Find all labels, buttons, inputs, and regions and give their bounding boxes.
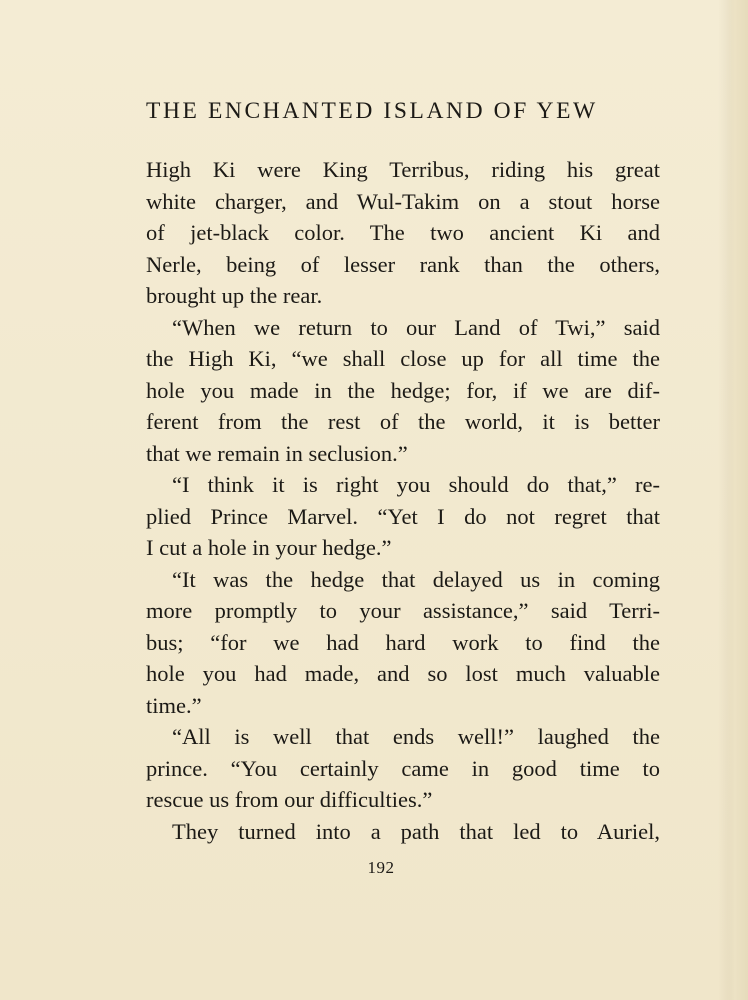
text-line: They turned into a path that led to Auriel,: [172, 818, 660, 844]
text-line: plied Prince Marvel. “Yet I do not regret that: [146, 503, 660, 529]
text-line: that we remain in seclusion.”: [146, 440, 408, 466]
text-line: Nerle, being of lesser rank than the others,: [146, 251, 660, 277]
text-line: “I think it is right you should do that,” re-: [172, 472, 660, 497]
text-line: I cut a hole in your hedge.”: [146, 535, 392, 560]
text-line: white charger, and Wul-Takim on a stout horse: [146, 188, 660, 214]
body-text: [146, 154, 660, 847]
text-line: “All is well that ends well!” laughed the: [172, 724, 660, 749]
text-line: hole you made in the hedge; for, if we are dif-: [146, 377, 660, 403]
page-edge-shadow: [726, 0, 748, 1000]
text-line: “It was the hedge that delayed us in coming: [172, 566, 660, 592]
text-line: rescue us from our difficulties.”: [146, 787, 433, 812]
text-line: “When we return to our Land of Twi,” said: [172, 314, 660, 340]
text-line: ferent from the rest of the world, it is better: [146, 409, 660, 434]
text-line: hole you had made, and so lost much valuable: [146, 661, 660, 686]
page-number: 192: [367, 858, 395, 877]
text-line: the High Ki, “we shall close up for all time the: [146, 346, 660, 371]
text-line: bus; “for we had hard work to find the: [146, 629, 660, 655]
text-line: prince. “You certainly came in good time to: [146, 755, 660, 781]
text-line: brought up the rear.: [146, 283, 323, 308]
text-line: time.”: [146, 692, 202, 718]
text-line: High Ki were King Terribus, riding his great: [146, 157, 660, 182]
running-head: THE ENCHANTED ISLAND OF YEW: [146, 98, 598, 124]
text-line: of jet-black color. The two ancient Ki and: [146, 220, 660, 245]
text-line: more promptly to your assistance,” said Terri-: [146, 598, 660, 623]
